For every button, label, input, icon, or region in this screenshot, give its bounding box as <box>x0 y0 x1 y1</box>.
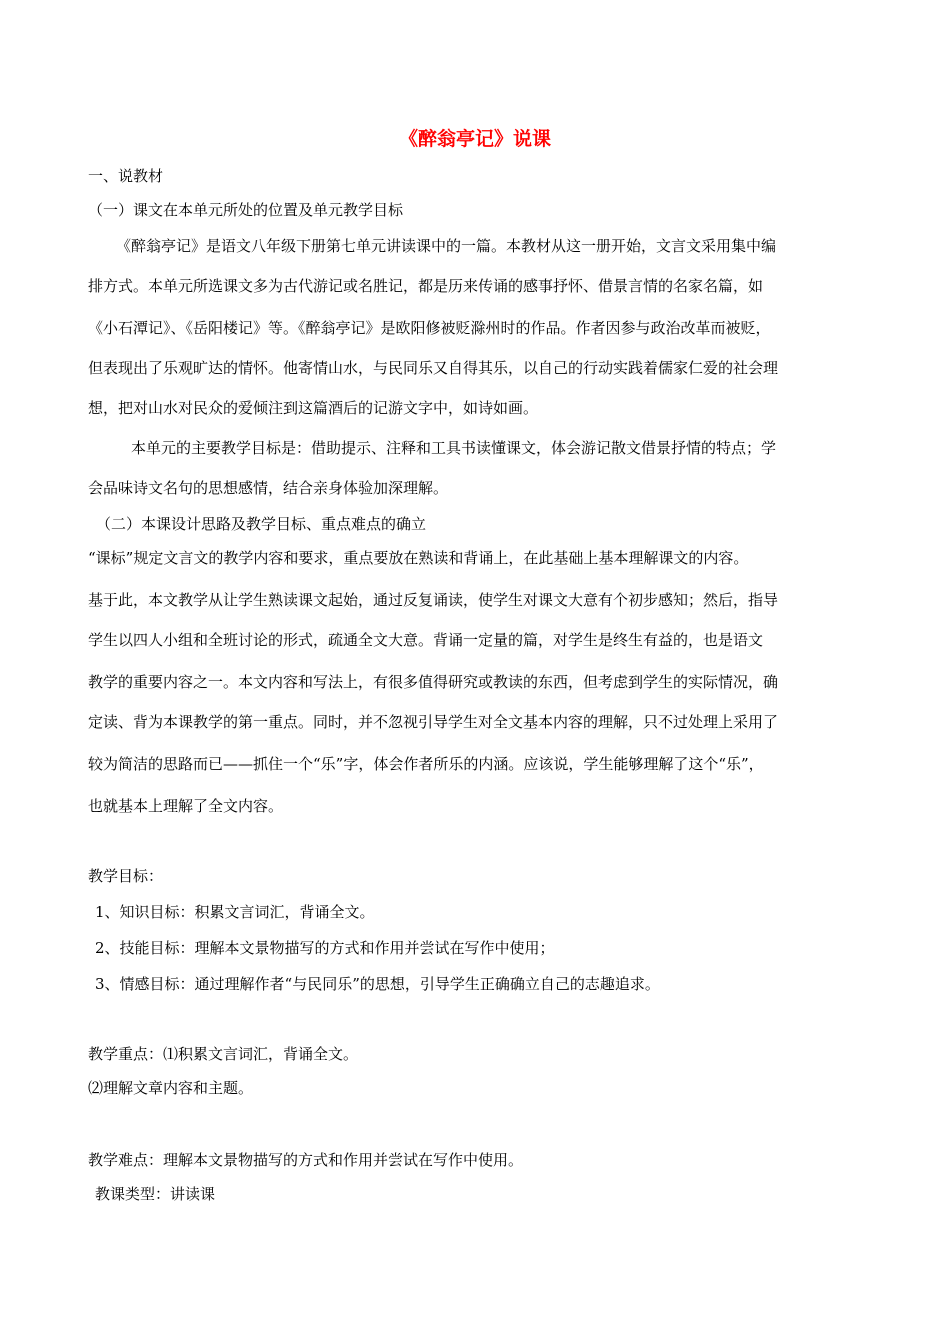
subsection-heading: （二）本课设计思路及教学目标、重点难点的确立 <box>96 515 427 533</box>
paragraph-line: “课标”规定文言文的教学内容和要求，重点要放在熟读和背诵上，在此基础上基本理解课文的内容。 <box>88 549 749 567</box>
document-title: 《醉翁亭记》说课 <box>398 128 551 150</box>
difficulty: 教学难点：理解本文景物描写的方式和作用并尝试在写作中使用。 <box>88 1151 524 1169</box>
goal-item: 2、技能目标：理解本文景物描写的方式和作用并尝试在写作中使用； <box>95 939 555 957</box>
paragraph-line: 《醉翁亭记》是语文八年级下册第七单元讲读课中的一篇。本教材从这一册开始，文言文采用集中编 <box>116 237 777 255</box>
goal-item: 1、知识目标：积累文言词汇，背诵全文。 <box>95 903 375 921</box>
paragraph-line: 想，把对山水对民众的爱倾注到这篇酒后的记游文字中，如诗如画。 <box>88 399 539 417</box>
key-points: 教学重点：⑴积累文言词汇，背诵全文。 <box>88 1045 359 1063</box>
paragraph-line: 基于此，本文教学从让学生熟读课文起始，通过反复诵读，使学生对课文大意有个初步感知；然后，指导 <box>88 591 779 609</box>
goal-item: 3、情感目标：通过理解作者“与民同乐”的思想，引导学生正确确立自己的志趣追求。 <box>95 975 660 993</box>
subsection-heading: （一）课文在本单元所处的位置及单元教学目标 <box>88 201 404 219</box>
paragraph-line: 但表现出了乐观旷达的情怀。他寄情山水，与民同乐又自得其乐，以自己的行动实践着儒家仁爱的社会理 <box>88 359 779 377</box>
lesson-type: 教课类型：讲读课 <box>95 1185 216 1203</box>
key-points-2: ⑵理解文章内容和主题。 <box>88 1079 254 1097</box>
paragraph-line: 较为简洁的思路而已——抓住一个“乐”字，体会作者所乐的内涵。应该说，学生能够理解了这个“乐”， <box>88 755 764 773</box>
paragraph-line: 本单元的主要教学目标是：借助提示、注释和工具书读懂课文，体会游记散文借景抒情的特点；学 <box>131 439 777 457</box>
paragraph-line: 教学的重要内容之一。本文内容和写法上，有很多值得研究或教读的东西，但考虑到学生的实际情况，确 <box>88 673 779 691</box>
paragraph-line: 会品味诗文名句的思想感情，结合亲身体验加深理解。 <box>88 479 449 497</box>
paragraph-line: 《小石潭记》、《岳阳楼记》等。《醉翁亭记》是欧阳修被贬滁州时的作品。作者因参与政治改革而被贬， <box>88 319 771 337</box>
goals-heading: 教学目标： <box>88 867 164 885</box>
paragraph-line: 学生以四人小组和全班讨论的形式，疏通全文大意。背诵一定量的篇，对学生是终生有益的，也是语文 <box>88 631 764 649</box>
paragraph-line: 定读、背为本课教学的第一重点。同时，并不忽视引导学生对全文基本内容的理解，只不过处理上采用了 <box>88 713 779 731</box>
paragraph-line: 排方式。本单元所选课文多为古代游记或名胜记，都是历来传诵的感事抒怀、借景言情的名家名篇，如 <box>88 277 764 295</box>
paragraph-line: 也就基本上理解了全文内容。 <box>88 797 284 815</box>
section-heading: 一、说教材 <box>88 167 164 185</box>
